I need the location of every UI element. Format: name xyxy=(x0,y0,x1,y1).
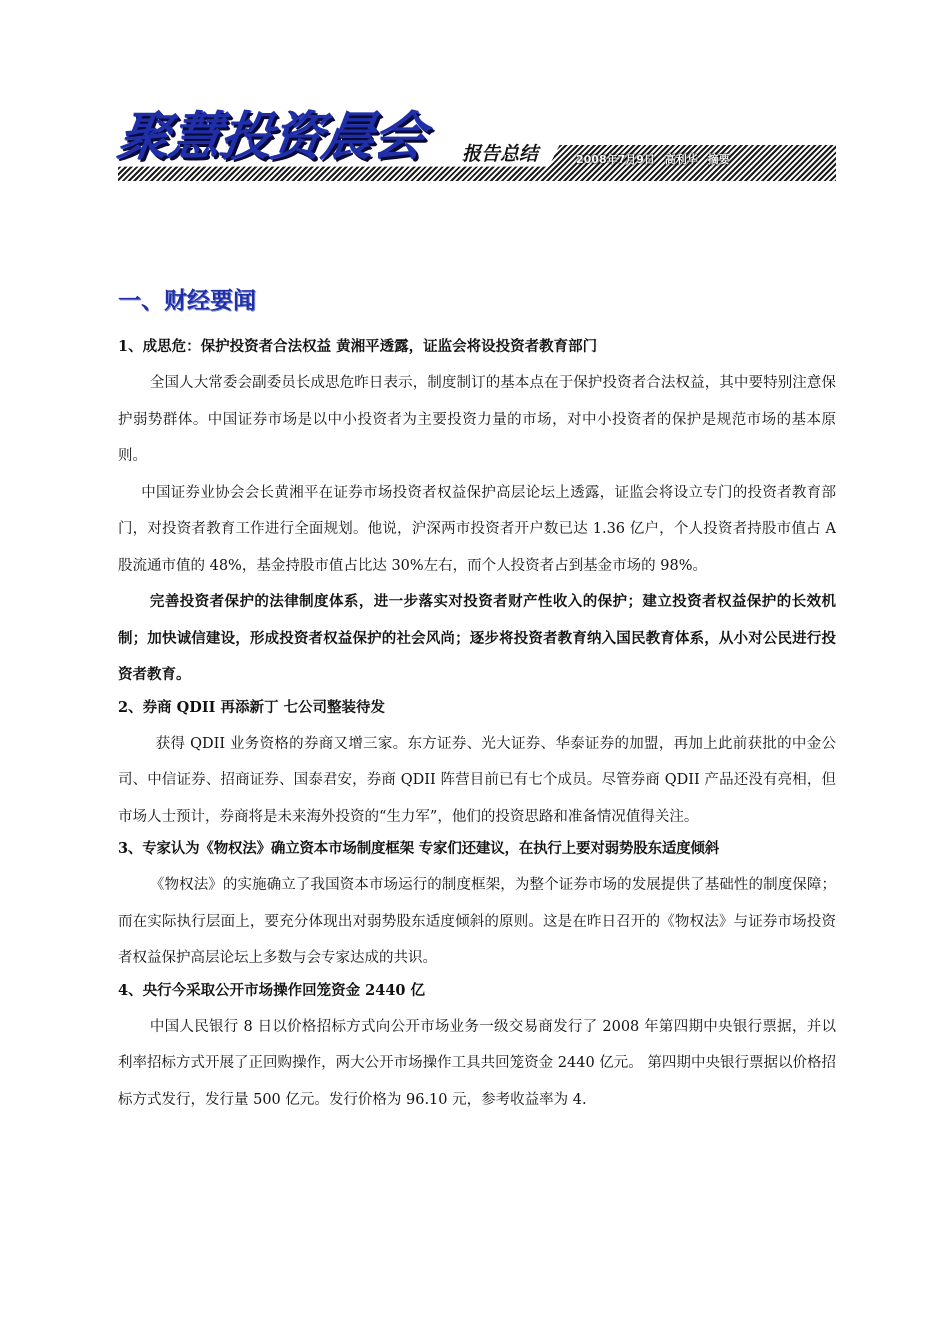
article-3 xyxy=(118,839,836,977)
banner-subtitle: 报告总结 xyxy=(458,139,542,166)
article-headline: 3、专家认为《物权法》确立资本市场制度框架 专家们还建议，在执行上要对弱势股东适度倾斜 xyxy=(118,840,720,857)
article-paragraph: 中国证券业协会会长黄湘平在证券市场投资者权益保护高层论坛上透露，证监会将设立专门的投资者教育部门，对投资者教育工作进行全面规划。他说，沪深两市投资者开户数已达 1.36 亿户，个人投资者持股市值占 A 股流通市值的 48%，基金持股市值占比达 30%左右，而个人投资者占到基金市场的 98%。 xyxy=(118,484,836,574)
section-title: 一、财经要闻 xyxy=(118,288,256,314)
article-paragraph: 全国人大常委会副委员长成思危昨日表示，制度制订的基本点在于保护投资者合法权益，其中要特别注意保护弱势群体。中国证券市场是以中小投资者为主要投资力量的市场，对中小投资者的保护是规范市场的基本原则。 xyxy=(118,375,836,464)
article-paragraph: 中国人民银行 8 日以价格招标方式向公开市场业务一级交易商发行了 2008 年第四期中央银行票据，并以利率招标方式开展了正回购操作，两大公开市场操作工具共回笼资金 2440 亿元。 第四期中央银行票据以价格招标方式发行，发行量 500 亿元。发行价格为 96.10 元，参考收益率为 4. xyxy=(118,1018,836,1108)
article-headline: 1、成思危：保护投资者合法权益 黄湘平透露，证监会将设投资者教育部门 xyxy=(118,338,598,355)
article-paragraph-bold: 完善投资者保护的法律制度体系，进一步落实对投资者财产性收入的保护；建立投资者权益保护的长效机制；加快诚信建设，形成投资者权益保护的社会风尚；逐步将投资者教育纳入国民教育体系，从小对公民进行投资者教育。 xyxy=(118,593,836,683)
banner-date-author: 2008年7月9日 高利华 摘要 xyxy=(576,153,730,166)
article-headline: 2、券商 QDII 再添新丁 七公司整装待发 xyxy=(118,698,386,716)
article-paragraph: 获得 QDII 业务资格的券商又增三家。东方证券、光大证券、华泰证券的加盟，再加上此前获批的中金公司、中信证券、招商证券、国泰君安，券商 QDII 阵营目前已有七个成员。尽管券商 QDII 产品还没有亮相，但市场人士预计，券商将是未来海外投资的“生力军”，他们的投资思路和准备情况值得关注。 xyxy=(118,735,836,825)
article-2 xyxy=(118,698,836,836)
article-1 xyxy=(118,337,836,694)
report-banner xyxy=(113,105,836,183)
document-body xyxy=(118,282,836,1118)
article-4 xyxy=(118,981,836,1119)
article-headline: 4、央行今采取公开市场操作回笼资金 2440 亿 xyxy=(118,981,426,999)
banner-title: 聚慧投资晨会 xyxy=(113,107,429,167)
article-paragraph: 《物权法》的实施确立了我国资本市场运行的制度框架，为整个证券市场的发展提供了基础性的制度保障；而在实际执行层面上，要充分体现出对弱势股东适度倾斜的原则。这是在昨日召开的《物权法》与证券市场投资者权益保护高层论坛上多数与会专家达成的共识。 xyxy=(118,877,836,966)
